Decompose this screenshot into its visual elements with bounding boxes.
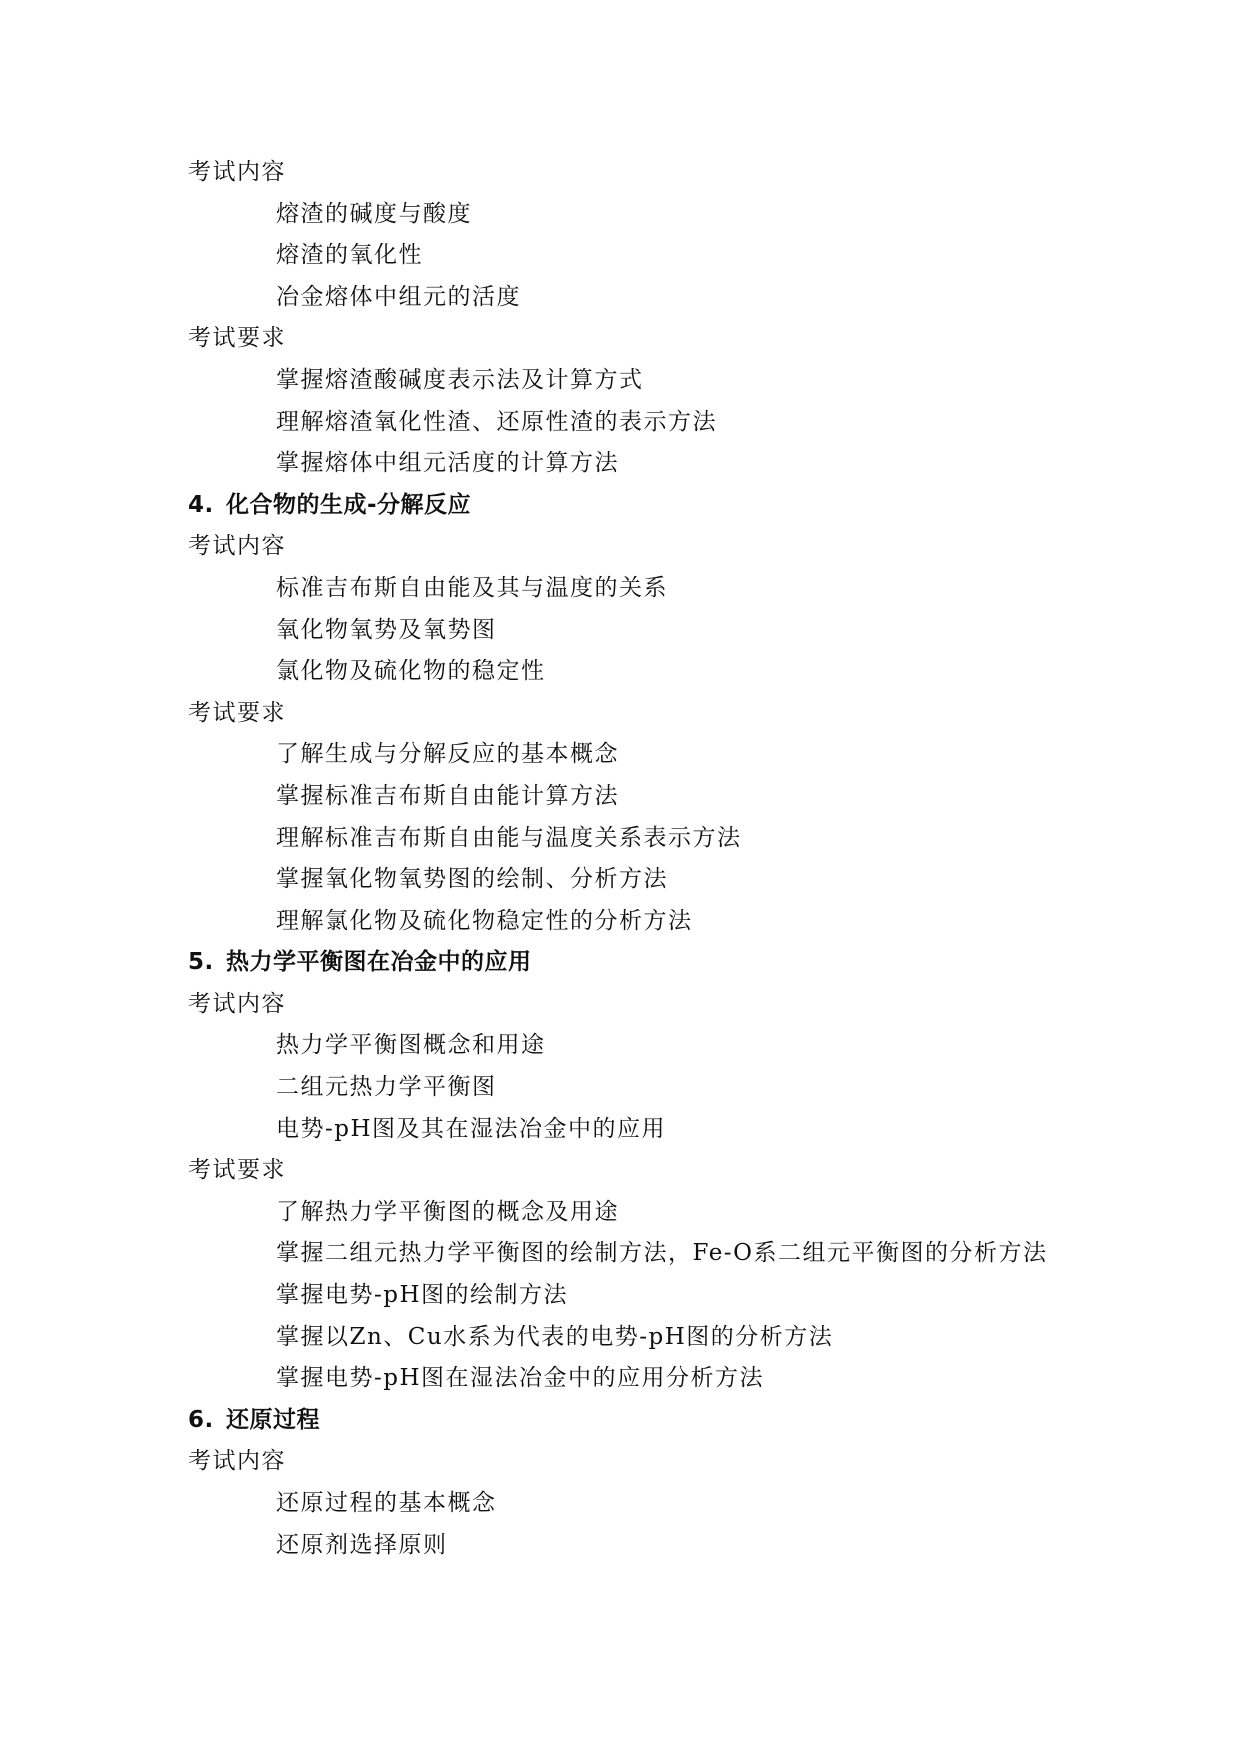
- list-item: 熔渣的氧化性: [276, 242, 423, 269]
- list-item: 掌握氧化物氧势图的绘制、分析方法: [276, 866, 668, 893]
- list-item: 掌握熔渣酸碱度表示法及计算方式: [276, 366, 644, 393]
- section-heading: [188, 942, 1240, 984]
- list-item: 了解生成与分解反应的基本概念: [276, 741, 619, 768]
- list-item: 熔渣的碱度与酸度: [276, 200, 472, 227]
- list-item: 理解熔渣氧化性渣、还原性渣的表示方法: [276, 408, 717, 435]
- list-item: 理解氯化物及硫化物稳定性的分析方法: [276, 907, 693, 934]
- list-item: 标准吉布斯自由能及其与温度的关系: [276, 574, 668, 601]
- section-number: 5.: [188, 949, 214, 976]
- section-title: 还原过程: [226, 1406, 320, 1433]
- list-item: 二组元热力学平衡图: [276, 1074, 497, 1101]
- requirements-label: 考试要求: [188, 325, 286, 352]
- section-heading: [188, 1400, 1240, 1442]
- section-number: 6.: [188, 1406, 214, 1433]
- content-label: 考试内容: [188, 990, 286, 1017]
- section-title: 热力学平衡图在冶金中的应用: [226, 949, 532, 976]
- list-item: 掌握电势-pH图的绘制方法: [276, 1282, 569, 1309]
- requirements-label: 考试要求: [188, 699, 286, 726]
- list-item: 还原剂选择原则: [276, 1531, 448, 1558]
- section-heading: [188, 485, 1240, 527]
- list-item: 掌握熔体中组元活度的计算方法: [276, 450, 619, 477]
- list-item: 理解标准吉布斯自由能与温度关系表示方法: [276, 824, 742, 851]
- list-item: 冶金熔体中组元的活度: [276, 283, 521, 310]
- list-item: 掌握二组元热力学平衡图的绘制方法，Fe-O系二组元平衡图的分析方法: [276, 1240, 1048, 1267]
- section-title: 化合物的生成-分解反应: [226, 491, 472, 518]
- list-item: 电势-pH图及其在湿法冶金中的应用: [276, 1115, 667, 1142]
- list-item: 氯化物及硫化物的稳定性: [276, 658, 546, 685]
- list-item: 掌握电势-pH图在湿法冶金中的应用分析方法: [276, 1365, 765, 1392]
- content-label: 考试内容: [188, 159, 286, 185]
- list-item: 掌握以Zn、Cu水系为代表的电势-pH图的分析方法: [276, 1323, 834, 1350]
- list-item: 还原过程的基本概念: [276, 1490, 497, 1516]
- list-item: 热力学平衡图概念和用途: [276, 1032, 546, 1059]
- list-item: 掌握标准吉布斯自由能计算方法: [276, 782, 619, 809]
- list-item: 了解热力学平衡图的概念及用途: [276, 1198, 619, 1225]
- section-number: 4.: [188, 491, 214, 518]
- content-label: 考试内容: [188, 1448, 286, 1475]
- requirements-label: 考试要求: [188, 1157, 286, 1184]
- list-item: 氧化物氧势及氧势图: [276, 616, 497, 643]
- content-label: 考试内容: [188, 533, 286, 560]
